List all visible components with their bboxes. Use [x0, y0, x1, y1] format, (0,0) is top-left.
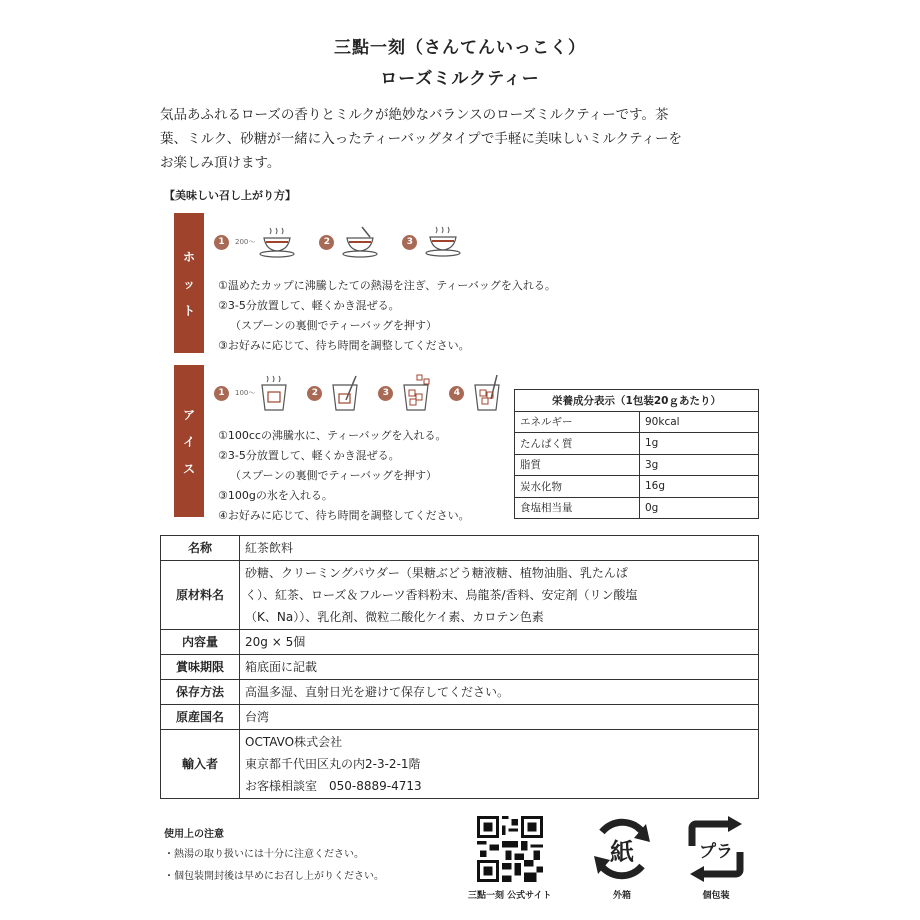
- step-number: 2: [307, 386, 322, 401]
- step-number: 4: [449, 386, 464, 401]
- hot-cup-pour-icon: [257, 224, 297, 260]
- ice-step: [307, 374, 362, 412]
- nutrition-row: [515, 454, 759, 476]
- spec-value: 紅茶飲料: [240, 536, 759, 561]
- spec-row: [161, 705, 759, 730]
- hot-cup-stir-icon: [340, 224, 380, 260]
- nutrition-row: [515, 476, 759, 498]
- intro-line: お楽しみ頂けます。: [160, 155, 281, 171]
- nutrition-row: [515, 497, 759, 519]
- ice-step: [378, 374, 433, 412]
- how-to-heading: 【美味しい召し上がり方】: [164, 189, 296, 202]
- intro-paragraph: [160, 103, 760, 175]
- spec-value: 箱底面に記載: [240, 655, 759, 680]
- spec-value: 高温多湿、直射日光を避けて保存してください。: [240, 680, 759, 705]
- instruction-line: ①温めたカップに沸騰したての熱湯を注ぎ、ティーバッグを入れる。: [218, 279, 556, 292]
- paper-symbol: 紙: [610, 837, 634, 866]
- qr-caption: 三點一刻 公式サイト: [468, 891, 552, 901]
- ice-step: [449, 374, 504, 412]
- spec-row: [161, 536, 759, 561]
- plastic-recycle-mark: [682, 816, 750, 901]
- ingredients-line: く）、紅茶、ローズ＆フルーツ香料粉末、烏龍茶/香料、安定剤（リン酸塩: [245, 588, 638, 602]
- spec-label: 原産国名: [161, 705, 240, 730]
- ice-glass-ready-icon: [470, 374, 504, 412]
- nutrition-value: 90kcal: [640, 411, 759, 433]
- spec-row: [161, 655, 759, 680]
- intro-line: 葉、ミルク、砂糖が一緒に入ったティーバッグタイプで手軽に美味しいミルクティーを: [160, 131, 683, 147]
- measure-tick: 100～: [235, 389, 256, 397]
- ice-label-char: ス: [182, 461, 195, 476]
- hot-step: [402, 224, 463, 260]
- hot-instructions: [218, 276, 556, 356]
- ice-glass-stir-icon: [328, 374, 362, 412]
- nutrition-table: [514, 389, 759, 519]
- nutrition-row: [515, 433, 759, 455]
- hot-cup-ready-icon: [423, 224, 463, 260]
- nutrition-value: 1g: [640, 433, 759, 455]
- ice-step: [214, 374, 291, 412]
- spec-row: [161, 730, 759, 799]
- caution-item: ・熱湯の取り扱いには十分に注意ください。: [164, 849, 364, 860]
- spec-row: [161, 630, 759, 655]
- ingredients-line: （K、Na））、乳化剤、微粒二酸化ケイ素、カロテン色素: [245, 610, 544, 624]
- ice-glass-add-ice-icon: [399, 374, 433, 412]
- hot-step: [214, 224, 297, 260]
- instruction-line: （スプーンの裏側でティーバッグを押す）: [230, 469, 438, 482]
- hot-step: [319, 224, 380, 260]
- hot-steps: [214, 224, 485, 260]
- nutrition-heading: 栄養成分表示（1包装20ｇあたり）: [515, 390, 759, 412]
- spec-value: 20g × 5個: [240, 630, 759, 655]
- nutrition-header-row: [515, 390, 759, 412]
- product-title: ローズミルクティー: [380, 69, 540, 89]
- spec-label: 原材料名: [161, 561, 240, 630]
- ice-label-band: [174, 365, 204, 517]
- nutrition-value: 16g: [640, 476, 759, 498]
- importer-line: お客様相談室 050-8889-4713: [245, 779, 422, 793]
- ice-label-char: ア: [182, 407, 195, 422]
- usage-caution: [164, 828, 384, 888]
- step-number: 1: [214, 386, 229, 401]
- paper-caption: 外箱: [612, 891, 631, 901]
- step-number: 3: [402, 235, 417, 250]
- plastic-caption: 個包装: [702, 891, 730, 901]
- nutrition-label: エネルギー: [515, 411, 640, 433]
- spec-row: [161, 561, 759, 630]
- nutrition-label: たんぱく質: [515, 433, 640, 455]
- spec-label: 輸入者: [161, 730, 240, 799]
- intro-line: 気品あふれるローズの香りとミルクが絶妙なバランスのローズミルクティーです。茶: [160, 107, 669, 123]
- step-number: 2: [319, 235, 334, 250]
- instruction-line: （スプーンの裏側でティーバッグを押す）: [230, 319, 438, 332]
- paper-recycle-mark: [588, 816, 656, 901]
- qr-mark: [468, 816, 552, 901]
- nutrition-value: 0g: [640, 497, 759, 519]
- spec-value: 台湾: [240, 705, 759, 730]
- brand-title: 三點一刻（さんてんいっこく）: [334, 38, 586, 58]
- instruction-line: ②3-5分放置して、軽くかき混ぜる。: [218, 299, 400, 312]
- instruction-line: ④お好みに応じて、待ち時間を調整してください。: [218, 509, 470, 522]
- ice-steps: [214, 374, 526, 412]
- spec-label: 保存方法: [161, 680, 240, 705]
- instruction-line: ③100gの氷を入れる。: [218, 489, 333, 502]
- ice-instructions: [218, 426, 470, 526]
- qr-code-icon[interactable]: [477, 816, 543, 882]
- spec-row: [161, 680, 759, 705]
- ice-glass-pour-icon: [257, 374, 291, 412]
- step-number: 3: [378, 386, 393, 401]
- hot-label-band: [174, 213, 204, 353]
- product-spec-table: [160, 535, 759, 799]
- hot-label-char: ホ: [182, 249, 195, 264]
- ingredients-line: 砂糖、クリーミングパウダー（果糖ぶどう糖液糖、植物油脂、乳たんぱ: [245, 566, 628, 580]
- spec-label: 内容量: [161, 630, 240, 655]
- plastic-recycle-icon: [682, 816, 750, 882]
- ice-label-char: イ: [182, 434, 195, 449]
- caution-item: ・個包装開封後は早めにお召し上がりください。: [164, 871, 384, 882]
- importer-line: OCTAVO株式会社: [245, 735, 343, 749]
- nutrition-row: [515, 411, 759, 433]
- nutrition-label: 食塩相当量: [515, 497, 640, 519]
- importer-line: 東京都千代田区丸の内2-3-2-1階: [245, 757, 421, 771]
- measure-tick: 200～: [235, 238, 256, 246]
- instruction-line: ②3-5分放置して、軽くかき混ぜる。: [218, 449, 400, 462]
- spec-value: [240, 730, 759, 799]
- step-number: 1: [214, 235, 229, 250]
- hot-label-char: ト: [182, 303, 195, 318]
- spec-label: 賞味期限: [161, 655, 240, 680]
- instruction-line: ③お好みに応じて、待ち時間を調整してください。: [218, 339, 470, 352]
- spec-label: 名称: [161, 536, 240, 561]
- paper-recycle-icon: [588, 816, 656, 882]
- nutrition-value: 3g: [640, 454, 759, 476]
- nutrition-label: 脂質: [515, 454, 640, 476]
- instruction-line: ①100ccの沸騰水に、ティーバッグを入れる。: [218, 429, 447, 442]
- nutrition-label: 炭水化物: [515, 476, 640, 498]
- hot-label-char: ッ: [182, 276, 195, 291]
- plastic-symbol: プラ: [699, 841, 733, 862]
- spec-value: [240, 561, 759, 630]
- caution-heading: 使用上の注意: [164, 829, 224, 840]
